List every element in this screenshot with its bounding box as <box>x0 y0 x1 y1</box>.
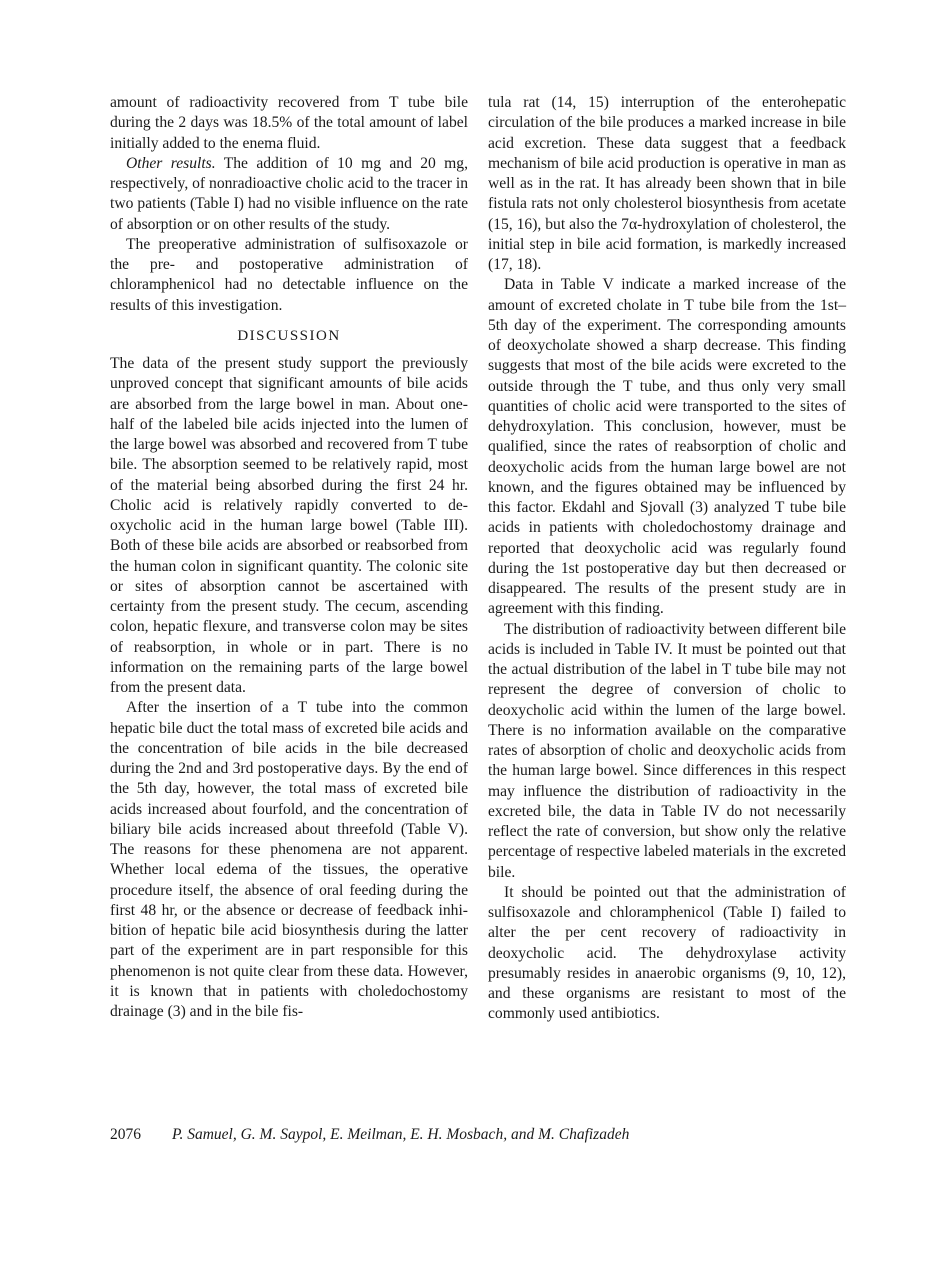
paragraph-t-tube-insertion: After the insertion of a T tube into the common hepatic bile duct the total mass of excreted bile acids and the concentration of bile acids in the bile decreased during the 2nd and 3rd postoperative days. By the end of the 5th day, however, the total mass of excreted bile acids increased about fourfold, and the concentration of biliary bile acids increased about threefold (Table V). The reasons for these phenomena are not apparent. Whether local edema of the tissues, the operative procedure itself, the absence of oral feeding during the first 48 hr, or the absence or decrease of feedback inhibition of hepatic bile acid biosynthesis during the latter part of the experiment are in part responsible for this phenomenon is not quite clear from these data. However, it is known that in patients with choledochostomy drainage (3) and in the bile fis- <box>110 699 468 1020</box>
page-number: 2076 <box>110 1126 141 1143</box>
section-heading-discussion: DISCUSSION <box>237 327 341 344</box>
left-column <box>110 93 468 1022</box>
page-footer <box>110 1126 629 1144</box>
paragraph-antibiotics: It should be pointed out that the administration of sulfisoxazole and chloramphenicol (Table I) failed to alter the per cent recovery of radioactivity in deoxycholic acid. The dehydroxylase activity presumably resides in anaerobic organisms (9, 10, 12), and these organisms are resistant to most of the commonly used antibiotics. <box>488 883 846 1023</box>
running-authors: P. Samuel, G. M. Saypol, E. Meilman, E. H. Mosbach, and M. Chafizadeh <box>172 1126 630 1143</box>
other-results-text: The addition of 10 mg and 20 mg, respectively, of nonradioactive cholic acid to the tracer in two patients (Table I) had no visible influence on the rate of absorption or on other results of the study. <box>110 154 469 233</box>
paragraph-table-v: Data in Table V indicate a marked increase of the amount of excreted cholate in T tube bile from the 1st–5th day of the experiment. The corresponding amounts of deoxycholate showed a sharp decrease. This finding suggests that most of the bile acids were excreted to the outside through the T tube, and thus only very small quantities of cholic acid were transported to the sites of dehydroxylation. This conclusion, however, must be qualified, since the rates of reabsorption of cholic and deoxycholic acids from the human large bowel are not known, and the figures obtained may be influenced by this factor. Ekdahl and Sjovall (3) analyzed T tube bile acids in patients with choledochostomy drainage and reported that deoxycholic acid was regularly found during the 1st postoperative day but then decreased or disappeared. The results of the present study are in agreement with this finding. <box>488 276 846 618</box>
paragraph-preoperative: The preoperative administration of sulfisoxazole or the pre- and postoperative administration of chloramphenicol had no detectable influence on the results of this investigation. <box>110 235 468 314</box>
paragraph-other-results <box>110 154 468 235</box>
paragraph-continued-fistula: tula rat (14, 15) interruption of the enterohepatic circulation of the bile produces a marked increase in bile acid excretion. These data suggest that a feedback mechanism of bile acid production is operative in man as well as in the rat. It has already been shown that in bile fistula rats not only cholesterol biosynthesis from acetate (15, 16), but also the 7α-hydroxylation of cholesterol, the initial step in bile acid formation, is markedly increased (17, 18). <box>488 94 846 273</box>
run-in-heading-other-results: Other results. <box>126 154 216 172</box>
right-column <box>488 93 846 1025</box>
paragraph-radioactivity-distribution: The distribution of radioactivity between different bile acids is included in Table IV. It must be pointed out that the actual distribution of the label in T tube bile may not represent the degree of conversion of cholic to deoxycholic acid within the lumen of the large bowel. There is no information available on the comparative rates of absorption of cholic and deoxycholic acids from the human large bowel. Since differences in this respect may influence the distribution of radioactivity in the excreted bile, the data in Table IV do not necessarily reflect the rate of conversion, but show only the relative percentage of respective labeled materials in the excreted bile. <box>488 620 846 881</box>
paragraph-continued-radioactivity: amount of radioactivity recovered from T tube bile during the 2 days was 18.5% of the total amount of label initially added to the enema fluid. <box>110 94 468 152</box>
paragraph-discussion-intro: The data of the present study support the previously unproved concept that significant amounts of bile acids are absorbed from the large bowel in man. About one-half of the labeled bile acids injected into the lumen of the large bowel was absorbed and recovered from T tube bile. The absorption seemed to be relatively rapid, most of the material being absorbed during the first 24 hr. Cholic acid is relatively rapidly converted to deoxycholic acid in the human large bowel (Table III). Both of these bile acids are absorbed or reabsorbed from the human colon in significant quantity. The colonic site or sites of absorption cannot be ascertained with certainty from the present study. The cecum, ascending colon, hepatic flexure, and transverse colon may be sites of reabsorption, in whole or in part. There is no information on the remaining parts of the large bowel from the present data. <box>110 355 468 696</box>
